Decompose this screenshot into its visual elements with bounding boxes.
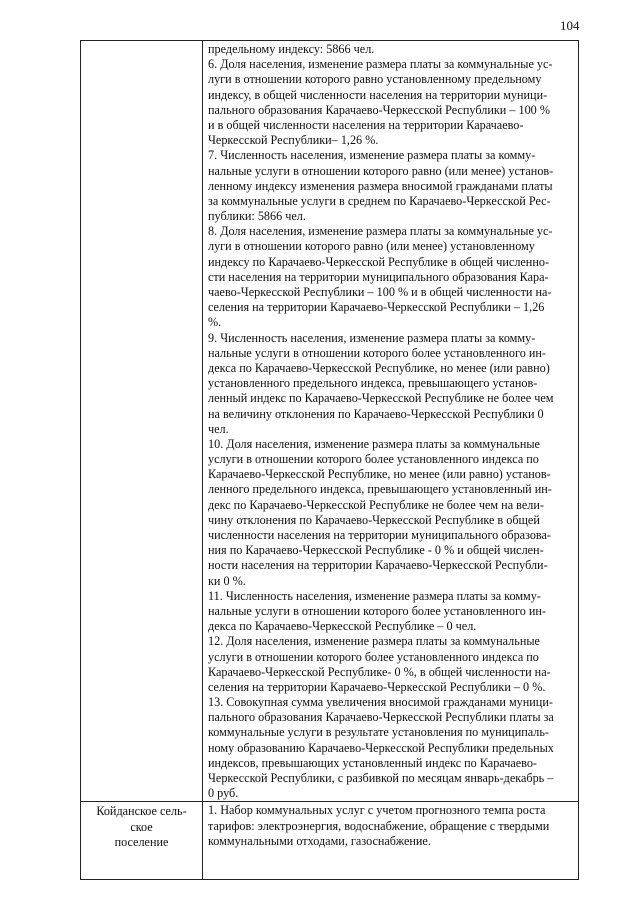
text-line: поселение: [114, 834, 169, 849]
text-line: %.: [208, 315, 222, 330]
document-table: [80, 40, 579, 880]
table-row: [81, 802, 579, 880]
text-line: публики: 5866 чел.: [208, 209, 306, 224]
text-line: 8. Доля населения, изменение размера платы за коммунальные ус-: [208, 224, 553, 239]
text-line: нальные услуги в отношении которого более установленного ин-: [208, 345, 546, 360]
text-line: нальные услуги в отношении которого более установленного ин-: [208, 603, 546, 618]
text-line: предельному индексу: 5866 чел.: [208, 42, 375, 56]
text-line: чаево-Черкесской Республики – 100 % и в общей численности на-: [208, 285, 552, 299]
text-line: коммунальными отходами, газоснабжение.: [208, 833, 431, 848]
text-line: селения на территории Карачаево-Черкесской Республики – 0 %.: [208, 679, 546, 694]
text-line: Черкесской Республики, с разбивкой по месяцам январь-декабрь –: [208, 771, 554, 785]
text-line: за коммунальные услуги в среднем по Карачаево-Черкесской Рес-: [208, 193, 551, 208]
text-line: на величину отклонения по Карачаево-Черкесской Республики 0: [208, 406, 544, 421]
text-line: ленного предельного индекса, превышающего установленный ин-: [208, 482, 552, 497]
text-line: Койданское сель-: [96, 804, 187, 819]
settlement-name: [81, 41, 202, 43]
text-line: ленный индекс по Карачаево-Черкесской Республике не более чем: [208, 391, 554, 406]
text-line: 9. Численность населения, изменение размера платы за комму-: [208, 330, 536, 345]
text-line: услуги в отношении которого более установленного индекса по: [208, 649, 539, 664]
text-line: услуги в отношении которого более установленного индекса по: [208, 452, 539, 467]
text-line: декс по Карачаево-Черкесской Республике не более чем на вели-: [208, 497, 544, 512]
text-line: сти населения на территории муниципального образования Кара-: [208, 269, 549, 284]
text-line: 11. Численность населения, изменение размера платы за комму-: [208, 588, 541, 603]
text-line: индексов, превышающих установленный индекс по Карачаево-: [208, 755, 537, 770]
text-line: ному образованию Карачаево-Черкесской Республики предельных: [208, 740, 554, 755]
text-line: 7. Численность населения, изменение размера платы за комму-: [208, 148, 536, 163]
text-line: декса по Карачаево-Черкесской Республике – 0 чел.: [208, 619, 477, 634]
settlement-cell: [81, 41, 203, 802]
text-line: 13. Совокупная сумма увеличения вносимой гражданами муници-: [208, 695, 553, 710]
text-line: коммунальные услуги в результате установления по муниципаль-: [208, 725, 549, 740]
text-line: чел.: [208, 421, 229, 436]
text-line: пального образования Карачаево-Черкесской Республики – 100 %: [208, 102, 550, 117]
text-line: ленному индексу изменения размера вносимой гражданами платы: [208, 178, 553, 193]
text-line: луги в отношении которого равно (или менее) установленному: [208, 239, 535, 254]
settlement-name: [81, 802, 202, 850]
text-line: индексу, в общей численности населения на территории муници-: [208, 87, 548, 102]
text-line: 12. Доля населения, изменение размера платы за коммунальные: [208, 634, 540, 649]
text-line: 1. Набор коммунальных услуг с учетом прогнозного темпа роста: [208, 803, 546, 818]
text-line: чину отклонения по Карачаево-Черкесской Республике в общей: [208, 512, 540, 527]
text-line: луги в отношении которого равно установленному предельному: [208, 72, 542, 87]
text-line: ния по Карачаево-Черкесской Республике - 0 % и общей числен-: [208, 543, 544, 558]
text-line: установленного предельного индекса, превышающего установ-: [208, 376, 538, 391]
text-line: селения на территории Карачаево-Черкесской Республики – 1,26: [208, 300, 545, 315]
text-line: Черкесской Республики– 1,26 %.: [208, 133, 379, 148]
text-line: пального образования Карачаево-Черкесской Республики платы за: [208, 710, 554, 725]
page-number: 104: [560, 18, 580, 33]
text-line: 6. Доля населения, изменение размера платы за коммунальные ус-: [208, 57, 553, 72]
text-line: декса по Карачаево-Черкесской Республике, но менее (или равно): [208, 360, 550, 375]
text-line: индексу по Карачаево-Черкесской Республике в общей численно-: [208, 254, 550, 269]
text-line: ки 0 %.: [208, 573, 246, 588]
text-line: и в общей численности населения на территории Карачаево-: [208, 117, 524, 132]
indicators-cell: [203, 802, 579, 880]
text-line: численности населения на территории муниципального образова-: [208, 528, 551, 542]
text-line: нальные услуги в отношении которого равно (или менее) установ-: [208, 163, 554, 178]
settlement-cell: [81, 802, 203, 880]
text-line: 10. Доля населения, изменение размера платы за коммунальные: [208, 436, 540, 451]
text-line: ности населения на территории Карачаево-Черкесской Республи-: [208, 558, 548, 573]
text-line: Карачаево-Черкесской Республике, но менее (или равно) установ-: [208, 467, 551, 482]
table-row: [81, 41, 579, 802]
text-line: ское: [130, 819, 153, 834]
text-line: тарифов: электроэнергия, водоснабжение, обращение с твердыми: [208, 818, 550, 833]
text-line: 0 руб.: [208, 786, 239, 801]
text-line: Карачаево-Черкесской Республике- 0 %, в общей численности на-: [208, 664, 551, 679]
indicators-cell: [203, 41, 579, 802]
